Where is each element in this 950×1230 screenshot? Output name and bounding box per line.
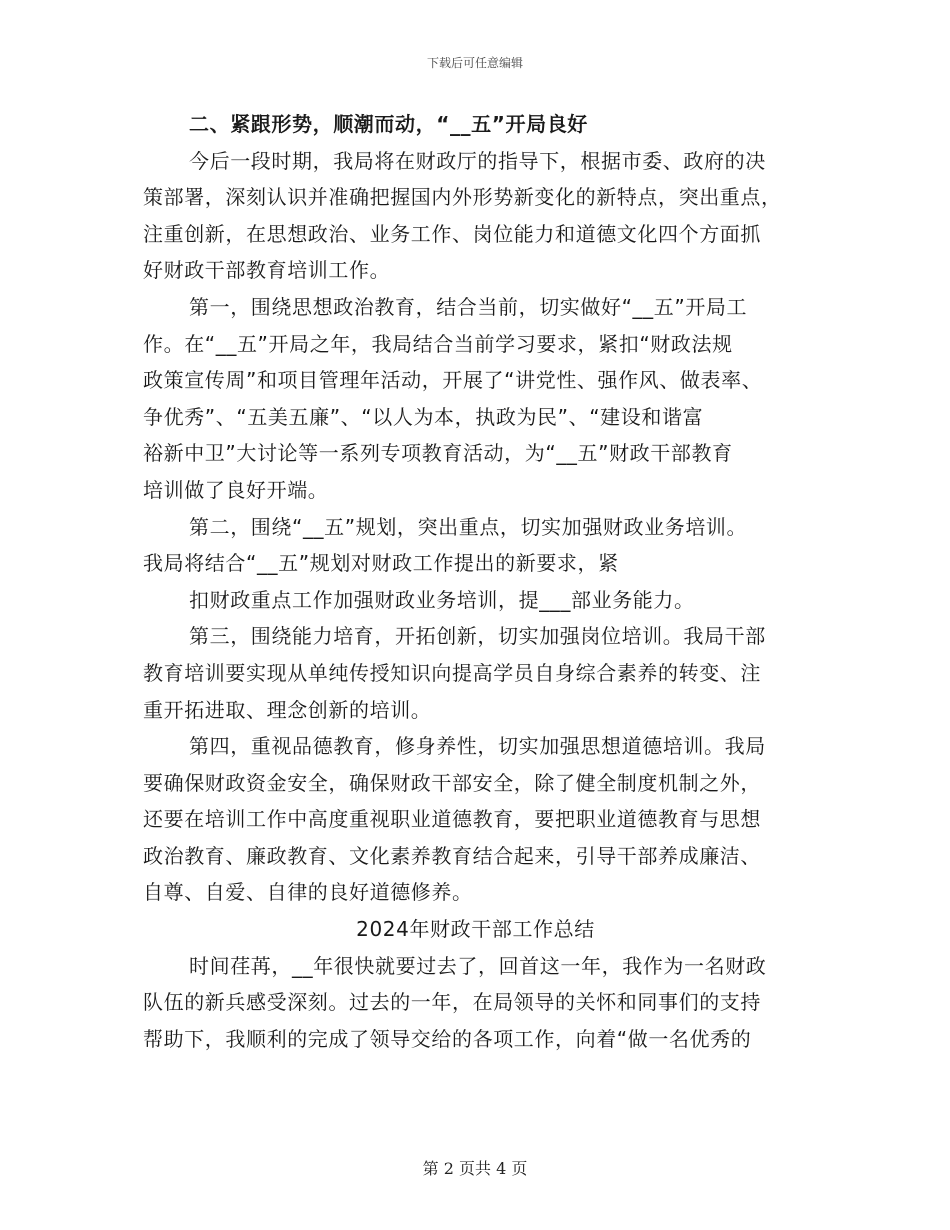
text-line: 自尊、自爱、自律的良好道德修养。: [143, 880, 473, 905]
text-line: 时间荏苒，__年很快就要过去了，回首这一年，我作为一名财政: [189, 953, 767, 978]
text-line: 还要在培训工作中高度重视职业道德教育，要把职业道德教育与思想: [143, 807, 761, 832]
text-line: 培训做了良好开端。: [143, 477, 329, 502]
text-line: 争优秀”、“五美五廉”、“以人为本，执政为民”、“建设和谐富: [143, 404, 704, 429]
text-line: 注重创新，在思想政治、业务工作、岗位能力和道德文化四个方面抓: [143, 221, 761, 246]
text-line: 第三，围绕能力培育，开拓创新，切实加强岗位培训。我局干部: [189, 624, 766, 649]
text-line: 好财政干部教育培训工作。: [143, 258, 391, 283]
text-line: 策部署，深刻认识并准确把握国内外形势新变化的新特点，突出重点，: [143, 185, 782, 210]
text-line: 裕新中卫”大讨论等一系列专项教育活动，为“__五”财政干部教育: [143, 441, 733, 466]
text-line: 第一，围绕思想政治教育，结合当前，切实做好“__五”开局工: [189, 294, 748, 319]
text-line: 第四，重视品德教育，修身养性，切实加强思想道德培训。我局: [189, 734, 766, 759]
text-line: 我局将结合“__五”规划对财政工作提出的新要求，紧: [143, 551, 619, 576]
page-number: 第 2 页共 4 页: [422, 1159, 528, 1178]
text-line: 队伍的新兵感受深刻。过去的一年，在局领导的关怀和同事们的支持: [143, 990, 761, 1015]
document-title: 2024年财政干部工作总结: [356, 917, 595, 942]
section-heading: 二、紧跟形势，顺潮而动，“__五”开局良好: [189, 112, 588, 136]
text-line: 要确保财政资金安全，确保财政干部安全，除了健全制度机制之外，: [143, 770, 761, 795]
text-line: 扣财政重点工作加强财政业务培训，提___部业务能力。: [189, 587, 695, 612]
text-line: 重开拓进取、理念创新的培训。: [143, 697, 432, 722]
text-line: 教育培训要实现从单纯传授知识向提高学员自身综合素养的转变、注: [143, 660, 761, 685]
header-note: 下载后可任意编辑: [426, 56, 523, 70]
text-line: 帮助下，我顺利的完成了领导交给的各项工作，向着“做一名优秀的: [143, 1026, 752, 1051]
text-line: 作。在“__五”开局之年，我局结合当前学习要求，紧扣“财政法规: [143, 331, 733, 356]
text-line: 第二，围绕“__五”规划，突出重点，切实加强财政业务培训。: [189, 514, 748, 539]
text-line: 政治教育、廉政教育、文化素养教育结合起来，引导干部养成廉洁、: [143, 843, 761, 868]
text-line: 政策宣传周”和项目管理年活动，开展了“讲党性、强作风、做表率、: [143, 368, 763, 393]
document-body: [143, 106, 808, 1057]
text-line: 今后一段时期，我局将在财政厅的指导下，根据市委、政府的决: [189, 148, 766, 173]
